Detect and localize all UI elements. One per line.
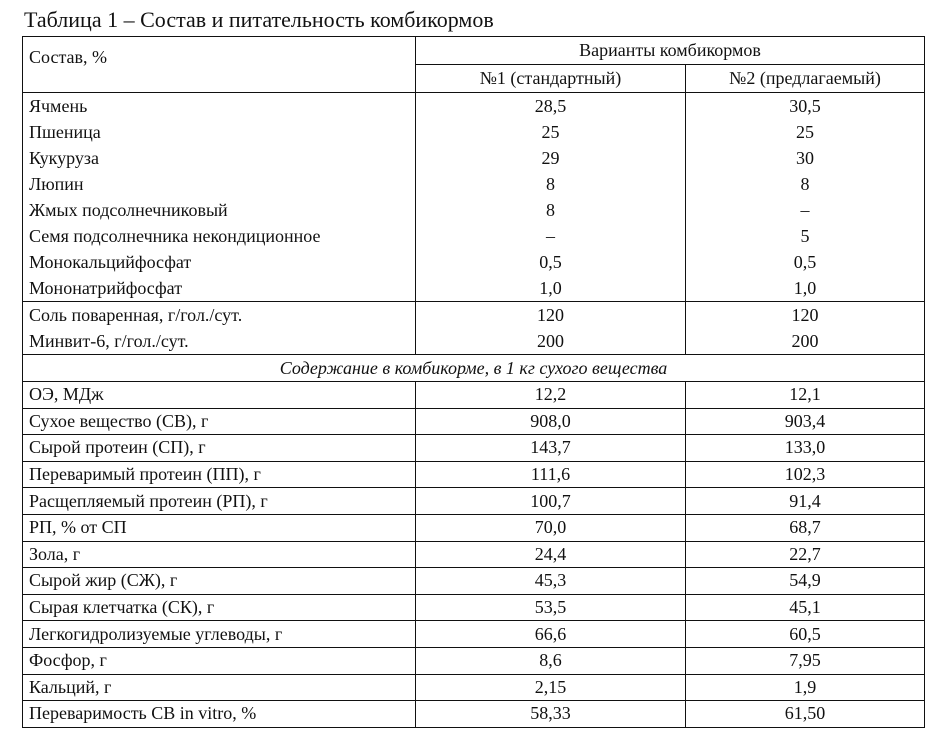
table-row bbox=[23, 408, 925, 435]
table-row bbox=[23, 674, 925, 701]
value-variant-1: 45,3 bbox=[416, 568, 686, 595]
header-variant-1: №1 (стандартный) bbox=[416, 65, 686, 93]
row-label: Переваримый протеин (ПП), г bbox=[23, 461, 416, 488]
table-row bbox=[23, 223, 925, 249]
value-variant-2: 60,5 bbox=[686, 621, 925, 648]
value-variant-2: 45,1 bbox=[686, 594, 925, 621]
row-label: Легкогидролизуемые углеводы, г bbox=[23, 621, 416, 648]
table-header bbox=[23, 37, 925, 93]
value-variant-1: 12,2 bbox=[416, 382, 686, 409]
value-variant-1: 53,5 bbox=[416, 594, 686, 621]
value-variant-2: 30 bbox=[686, 145, 925, 171]
table-row bbox=[23, 701, 925, 728]
row-label: Мононатрийфосфат bbox=[23, 275, 416, 302]
section-header bbox=[23, 355, 925, 382]
value-variant-1: 0,5 bbox=[416, 249, 686, 275]
table-row bbox=[23, 568, 925, 595]
header-composition-label: Состав, % bbox=[23, 37, 416, 93]
table-row bbox=[23, 93, 925, 120]
table-row bbox=[23, 275, 925, 302]
composition-block-supplements bbox=[23, 302, 925, 355]
value-variant-2: 102,3 bbox=[686, 461, 925, 488]
table-row bbox=[23, 541, 925, 568]
value-variant-2: 25 bbox=[686, 119, 925, 145]
row-label: Минвит-6, г/гол./сут. bbox=[23, 328, 416, 355]
value-variant-1: 29 bbox=[416, 145, 686, 171]
value-variant-1: 58,33 bbox=[416, 701, 686, 728]
row-label: Жмых подсолнечниковый bbox=[23, 197, 416, 223]
value-variant-2: 30,5 bbox=[686, 93, 925, 120]
composition-table bbox=[22, 36, 925, 728]
row-label: Расщепляемый протеин (РП), г bbox=[23, 488, 416, 515]
row-label: Соль поваренная, г/гол./сут. bbox=[23, 302, 416, 329]
value-variant-1: 66,6 bbox=[416, 621, 686, 648]
row-label: Кукуруза bbox=[23, 145, 416, 171]
table-row bbox=[23, 647, 925, 674]
value-variant-2: – bbox=[686, 197, 925, 223]
value-variant-2: 7,95 bbox=[686, 647, 925, 674]
value-variant-1: 8,6 bbox=[416, 647, 686, 674]
table-row bbox=[23, 488, 925, 515]
value-variant-1: 908,0 bbox=[416, 408, 686, 435]
table-row bbox=[23, 145, 925, 171]
table-row bbox=[23, 171, 925, 197]
value-variant-1: 8 bbox=[416, 171, 686, 197]
row-label: Семя подсолнечника некондиционное bbox=[23, 223, 416, 249]
row-label: Ячмень bbox=[23, 93, 416, 120]
value-variant-2: 54,9 bbox=[686, 568, 925, 595]
value-variant-2: 903,4 bbox=[686, 408, 925, 435]
row-label: Сырая клетчатка (СК), г bbox=[23, 594, 416, 621]
content-block bbox=[23, 382, 925, 728]
value-variant-2: 1,0 bbox=[686, 275, 925, 302]
table-row bbox=[23, 302, 925, 329]
row-label: Сырой протеин (СП), г bbox=[23, 435, 416, 462]
value-variant-1: 25 bbox=[416, 119, 686, 145]
value-variant-1: 24,4 bbox=[416, 541, 686, 568]
value-variant-1: 2,15 bbox=[416, 674, 686, 701]
value-variant-2: 1,9 bbox=[686, 674, 925, 701]
row-label: РП, % от СП bbox=[23, 514, 416, 541]
composition-block-ingredients bbox=[23, 93, 925, 302]
value-variant-1: 70,0 bbox=[416, 514, 686, 541]
row-label: Пшеница bbox=[23, 119, 416, 145]
value-variant-1: 100,7 bbox=[416, 488, 686, 515]
value-variant-2: 133,0 bbox=[686, 435, 925, 462]
table-row bbox=[23, 119, 925, 145]
value-variant-1: 1,0 bbox=[416, 275, 686, 302]
value-variant-1: 28,5 bbox=[416, 93, 686, 120]
table-row bbox=[23, 249, 925, 275]
header-variant-2: №2 (предлагаемый) bbox=[686, 65, 925, 93]
value-variant-2: 61,50 bbox=[686, 701, 925, 728]
row-label: Кальций, г bbox=[23, 674, 416, 701]
row-label: Монокальцийфосфат bbox=[23, 249, 416, 275]
table-title: Таблица 1 – Состав и питательность комбикормов bbox=[24, 7, 494, 32]
table-row bbox=[23, 621, 925, 648]
value-variant-1: 143,7 bbox=[416, 435, 686, 462]
table-row bbox=[23, 594, 925, 621]
row-label: Переваримость СВ in vitro, % bbox=[23, 701, 416, 728]
row-label: Люпин bbox=[23, 171, 416, 197]
table-row bbox=[23, 382, 925, 409]
value-variant-2: 68,7 bbox=[686, 514, 925, 541]
value-variant-1: 8 bbox=[416, 197, 686, 223]
row-label: Сырой жир (СЖ), г bbox=[23, 568, 416, 595]
value-variant-2: 12,1 bbox=[686, 382, 925, 409]
value-variant-2: 5 bbox=[686, 223, 925, 249]
value-variant-2: 91,4 bbox=[686, 488, 925, 515]
document bbox=[22, 6, 924, 728]
value-variant-2: 22,7 bbox=[686, 541, 925, 568]
value-variant-1: 120 bbox=[416, 302, 686, 329]
table-row bbox=[23, 197, 925, 223]
row-label: ОЭ, МДж bbox=[23, 382, 416, 409]
value-variant-2: 120 bbox=[686, 302, 925, 329]
value-variant-2: 0,5 bbox=[686, 249, 925, 275]
table-row bbox=[23, 328, 925, 355]
row-label: Фосфор, г bbox=[23, 647, 416, 674]
header-variants-group: Варианты комбикормов bbox=[416, 37, 925, 65]
value-variant-2: 8 bbox=[686, 171, 925, 197]
value-variant-1: 111,6 bbox=[416, 461, 686, 488]
table-row bbox=[23, 461, 925, 488]
section-title: Содержание в комбикорме, в 1 кг сухого вещества bbox=[23, 355, 925, 382]
value-variant-2: 200 bbox=[686, 328, 925, 355]
row-label: Зола, г bbox=[23, 541, 416, 568]
table-row bbox=[23, 514, 925, 541]
value-variant-1: 200 bbox=[416, 328, 686, 355]
row-label: Сухое вещество (СВ), г bbox=[23, 408, 416, 435]
table-row bbox=[23, 435, 925, 462]
value-variant-1: – bbox=[416, 223, 686, 249]
